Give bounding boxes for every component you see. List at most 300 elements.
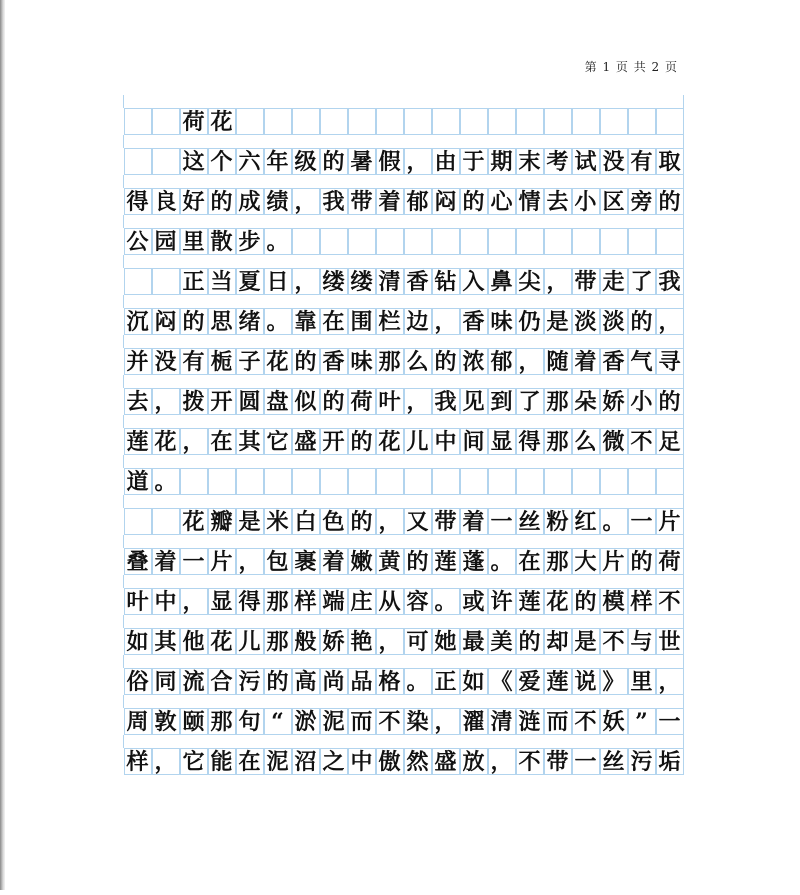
row-gap — [123, 175, 684, 188]
grid-cell: 色 — [320, 508, 348, 535]
grid-cell: 又 — [404, 508, 432, 535]
grid-cell: 那 — [544, 428, 572, 455]
grid-cell — [628, 108, 656, 135]
grid-cell: 带 — [572, 268, 600, 295]
grid-cell: 那 — [544, 388, 572, 415]
grid-cell: 莲 — [544, 668, 572, 695]
grid-cell: 花 — [180, 508, 208, 535]
grid-cell — [152, 148, 180, 175]
grid-cell — [544, 468, 572, 495]
grid-cell: 道 — [124, 468, 152, 495]
grid-cell: 花 — [208, 628, 236, 655]
grid-cell — [516, 468, 544, 495]
grid-cell: 我 — [320, 188, 348, 215]
grid-cell: 良 — [152, 188, 180, 215]
grid-cell: 污 — [236, 668, 264, 695]
grid-cell: 的 — [180, 308, 208, 335]
grid-cell: 不 — [572, 708, 600, 735]
grid-cell: 不 — [516, 748, 544, 775]
grid-cell: 栀 — [208, 348, 236, 375]
grid-cell: 中 — [152, 588, 180, 615]
grid-cell — [432, 108, 460, 135]
grid-cell: 娇 — [320, 628, 348, 655]
grid-cell: 带 — [348, 188, 376, 215]
grid-cell: ， — [180, 588, 208, 615]
grid-cell: 了 — [516, 388, 544, 415]
grid-cell: 他 — [180, 628, 208, 655]
grid-cell: 走 — [600, 268, 628, 295]
grid-cell: 如 — [124, 628, 152, 655]
grid-cell: “ — [264, 708, 292, 735]
grid-cell: 的 — [348, 428, 376, 455]
grid-cell: 濯 — [460, 708, 488, 735]
grid-cell: 我 — [656, 268, 684, 295]
grid-cell: 那 — [208, 708, 236, 735]
grid-cell: 它 — [264, 428, 292, 455]
grid-cell: 那 — [264, 588, 292, 615]
grid-cell: 园 — [152, 228, 180, 255]
grid-cell: 的 — [656, 188, 684, 215]
grid-cell: 有 — [628, 148, 656, 175]
grid-cell: 包 — [264, 548, 292, 575]
grid-cell: 模 — [600, 588, 628, 615]
row-gap — [123, 575, 684, 588]
grid-cell — [376, 108, 404, 135]
row-gap — [123, 375, 684, 388]
grid-cell: ， — [292, 188, 320, 215]
grid-cell: 的 — [516, 628, 544, 655]
grid-cell: 么 — [404, 348, 432, 375]
grid-cell: 淤 — [292, 708, 320, 735]
grid-cell: 清 — [376, 268, 404, 295]
grid-cell: 大 — [572, 548, 600, 575]
grid-cell: 开 — [208, 388, 236, 415]
grid-cell: 当 — [208, 268, 236, 295]
grid-cell: 流 — [180, 668, 208, 695]
grid-cell: ” — [628, 708, 656, 735]
grid-cell: 着 — [152, 548, 180, 575]
row-gap — [123, 455, 684, 468]
grid-cell: 的 — [432, 348, 460, 375]
grid-row — [123, 415, 684, 455]
grid-cell: 世 — [656, 628, 684, 655]
grid-cell: 在 — [516, 548, 544, 575]
grid-cell: 能 — [208, 748, 236, 775]
grid-cell: 。 — [264, 308, 292, 335]
grid-cell: 六 — [236, 148, 264, 175]
grid-cell: 粉 — [544, 508, 572, 535]
grid-cell: 如 — [460, 668, 488, 695]
grid-cell: 沉 — [124, 308, 152, 335]
grid-cell: 。 — [432, 588, 460, 615]
grid-cell: 似 — [292, 388, 320, 415]
grid-cell: 一 — [180, 548, 208, 575]
grid-row — [123, 575, 684, 615]
grid-cell — [236, 108, 264, 135]
row-gap — [123, 95, 684, 108]
grid-cell: 清 — [488, 708, 516, 735]
grid-cell: 那 — [376, 348, 404, 375]
grid-cell: 栏 — [376, 308, 404, 335]
grid-row — [123, 175, 684, 215]
grid-cell: 周 — [124, 708, 152, 735]
grid-cell: 试 — [572, 148, 600, 175]
grid-cell: 年 — [264, 148, 292, 175]
grid-cell: 日 — [264, 268, 292, 295]
grid-cell: 是 — [544, 308, 572, 335]
grid-cell: 绩 — [264, 188, 292, 215]
grid-cell: 好 — [180, 188, 208, 215]
grid-cell: 是 — [572, 628, 600, 655]
grid-cell: 盛 — [292, 428, 320, 455]
grid-cell: 这 — [180, 148, 208, 175]
grid-cell: 显 — [208, 588, 236, 615]
grid-cell: 垢 — [656, 748, 684, 775]
grid-cell: 之 — [320, 748, 348, 775]
grid-cell: 见 — [460, 388, 488, 415]
grid-cell: 盘 — [264, 388, 292, 415]
grid-cell: 里 — [180, 228, 208, 255]
grid-cell: 美 — [488, 628, 516, 655]
grid-cell: 品 — [348, 668, 376, 695]
grid-cell: 不 — [628, 428, 656, 455]
grid-cell: 里 — [628, 668, 656, 695]
grid-cell: 尖 — [516, 268, 544, 295]
grid-cell: 花 — [208, 108, 236, 135]
grid-cell: 正 — [432, 668, 460, 695]
grid-cell: 艳 — [348, 628, 376, 655]
grid-cell — [460, 108, 488, 135]
grid-cell: ， — [432, 308, 460, 335]
grid-cell: 香 — [600, 348, 628, 375]
grid-cell: 或 — [460, 588, 488, 615]
grid-cell: 我 — [432, 388, 460, 415]
grid-cell: 许 — [488, 588, 516, 615]
grid-cell: 最 — [460, 628, 488, 655]
grid-cell — [320, 108, 348, 135]
grid-cell: 。 — [600, 508, 628, 535]
grid-cell: 蓬 — [460, 548, 488, 575]
grid-cell: 那 — [544, 548, 572, 575]
grid-cell: 是 — [236, 508, 264, 535]
grid-cell — [432, 228, 460, 255]
grid-cell: 味 — [488, 308, 516, 335]
grid-cell — [208, 468, 236, 495]
grid-cell: 圆 — [236, 388, 264, 415]
grid-row — [123, 735, 684, 775]
grid-cell: 的 — [572, 588, 600, 615]
grid-cell: 与 — [628, 628, 656, 655]
grid-cell: 于 — [460, 148, 488, 175]
grid-cell: 假 — [376, 148, 404, 175]
grid-cell: 淡 — [572, 308, 600, 335]
grid-cell: 带 — [432, 508, 460, 535]
row-gap — [123, 655, 684, 668]
grid-cell — [516, 108, 544, 135]
grid-cell: 浓 — [460, 348, 488, 375]
grid-cell: 么 — [572, 428, 600, 455]
grid-cell: 荷 — [180, 108, 208, 135]
row-gap — [123, 215, 684, 228]
grid-cell: 片 — [208, 548, 236, 575]
grid-cell: 围 — [348, 308, 376, 335]
grid-cell — [600, 228, 628, 255]
grid-cell: ， — [516, 348, 544, 375]
grid-cell: 了 — [628, 268, 656, 295]
grid-cell: 情 — [516, 188, 544, 215]
grid-cell — [348, 108, 376, 135]
grid-cell: 的 — [320, 388, 348, 415]
grid-row — [123, 255, 684, 295]
grid-row — [123, 335, 684, 375]
grid-cell: 在 — [236, 748, 264, 775]
grid-cell — [488, 108, 516, 135]
grid-row — [123, 455, 684, 495]
grid-row — [123, 495, 684, 535]
grid-cell: 的 — [404, 548, 432, 575]
grid-cell: 小 — [628, 388, 656, 415]
grid-cell: 庄 — [348, 588, 376, 615]
grid-cell: 白 — [292, 508, 320, 535]
row-gap — [123, 535, 684, 548]
grid-cell: 没 — [152, 348, 180, 375]
grid-cell — [656, 228, 684, 255]
grid-cell: 级 — [292, 148, 320, 175]
grid-cell: 一 — [572, 748, 600, 775]
grid-cell: 中 — [432, 428, 460, 455]
grid-cell: 儿 — [236, 628, 264, 655]
grid-cell: ， — [292, 268, 320, 295]
row-gap — [123, 335, 684, 348]
grid-cell — [124, 268, 152, 295]
grid-cell — [572, 228, 600, 255]
grid-cell: 边 — [404, 308, 432, 335]
row-gap — [123, 695, 684, 708]
grid-cell: 花 — [152, 428, 180, 455]
grid-cell: 思 — [208, 308, 236, 335]
grid-cell: 钻 — [432, 268, 460, 295]
grid-cell: 染 — [404, 708, 432, 735]
grid-cell: 着 — [320, 548, 348, 575]
grid-cell: ， — [152, 748, 180, 775]
grid-cell: 叶 — [376, 388, 404, 415]
grid-cell: 心 — [488, 188, 516, 215]
grid-cell: 叶 — [124, 588, 152, 615]
grid-cell: 微 — [600, 428, 628, 455]
grid-cell: ， — [544, 268, 572, 295]
grid-row — [123, 215, 684, 255]
grid-cell — [600, 108, 628, 135]
grid-cell — [292, 468, 320, 495]
grid-cell — [152, 508, 180, 535]
grid-cell: 其 — [236, 428, 264, 455]
grid-cell: 在 — [320, 308, 348, 335]
row-gap — [123, 295, 684, 308]
grid-cell: 个 — [208, 148, 236, 175]
row-gap — [123, 495, 684, 508]
grid-cell: 丝 — [516, 508, 544, 535]
grid-cell: 期 — [488, 148, 516, 175]
grid-cell: 散 — [208, 228, 236, 255]
grid-cell: 着 — [460, 508, 488, 535]
grid-cell: 傲 — [376, 748, 404, 775]
grid-cell — [376, 468, 404, 495]
grid-cell: 颐 — [180, 708, 208, 735]
grid-cell: 然 — [404, 748, 432, 775]
grid-cell: 着 — [572, 348, 600, 375]
grid-cell: 爱 — [516, 668, 544, 695]
grid-cell: 区 — [600, 188, 628, 215]
grid-cell: 由 — [432, 148, 460, 175]
grid-cell: 。 — [264, 228, 292, 255]
grid-cell: 淡 — [600, 308, 628, 335]
grid-cell — [516, 228, 544, 255]
grid-cell: 样 — [124, 748, 152, 775]
grid-cell — [320, 468, 348, 495]
grid-cell: 其 — [152, 628, 180, 655]
grid-cell: 夏 — [236, 268, 264, 295]
grid-cell: 去 — [544, 188, 572, 215]
grid-cell: 取 — [656, 148, 684, 175]
grid-cell: 盛 — [432, 748, 460, 775]
grid-cell: 高 — [292, 668, 320, 695]
grid-cell: 说 — [572, 668, 600, 695]
grid-cell: ， — [376, 508, 404, 535]
grid-cell — [656, 108, 684, 135]
grid-cell: 合 — [208, 668, 236, 695]
grid-cell: 得 — [516, 428, 544, 455]
grid-cell: 随 — [544, 348, 572, 375]
grid-cell: 的 — [628, 308, 656, 335]
grid-row — [123, 375, 684, 415]
grid-cell: 的 — [348, 508, 376, 535]
grid-cell — [152, 108, 180, 135]
grid-cell — [264, 108, 292, 135]
grid-cell — [404, 228, 432, 255]
grid-cell: ， — [180, 428, 208, 455]
grid-cell: 《 — [488, 668, 516, 695]
grid-cell: 带 — [544, 748, 572, 775]
grid-cell: 敦 — [152, 708, 180, 735]
grid-cell: 嫩 — [348, 548, 376, 575]
grid-cell: 不 — [376, 708, 404, 735]
grid-row — [123, 535, 684, 575]
grid-cell — [488, 228, 516, 255]
grid-cell — [432, 468, 460, 495]
grid-cell — [124, 108, 152, 135]
grid-cell: 。 — [404, 668, 432, 695]
grid-cell: 绪 — [236, 308, 264, 335]
grid-cell — [264, 468, 292, 495]
grid-cell: 末 — [516, 148, 544, 175]
grid-cell: 成 — [236, 188, 264, 215]
grid-cell: 中 — [348, 748, 376, 775]
grid-cell: 入 — [460, 268, 488, 295]
grid-cell: 荷 — [348, 388, 376, 415]
grid-cell: 裹 — [292, 548, 320, 575]
grid-cell: 在 — [208, 428, 236, 455]
grid-cell: 莲 — [124, 428, 152, 455]
grid-cell: 着 — [376, 188, 404, 215]
grid-cell: 朵 — [572, 388, 600, 415]
grid-cell: 儿 — [404, 428, 432, 455]
grid-cell: 去 — [124, 388, 152, 415]
grid-cell: 足 — [656, 428, 684, 455]
grid-cell: 不 — [656, 588, 684, 615]
grid-cell: 的 — [320, 148, 348, 175]
grid-row — [123, 135, 684, 175]
row-gap — [123, 415, 684, 428]
grid-cell — [292, 228, 320, 255]
grid-cell: 片 — [656, 508, 684, 535]
grid-cell: 莲 — [516, 588, 544, 615]
grid-cell: 端 — [320, 588, 348, 615]
grid-cell: 香 — [404, 268, 432, 295]
grid-cell — [152, 268, 180, 295]
grid-row — [123, 655, 684, 695]
grid-cell: 样 — [628, 588, 656, 615]
grid-cell: 间 — [460, 428, 488, 455]
row-gap — [123, 255, 684, 268]
grid-cell: 缕 — [320, 268, 348, 295]
grid-cell: 香 — [460, 308, 488, 335]
grid-cell: 没 — [600, 148, 628, 175]
grid-cell — [488, 468, 516, 495]
grid-cell: 却 — [544, 628, 572, 655]
grid-cell: 。 — [152, 468, 180, 495]
grid-cell: 闷 — [432, 188, 460, 215]
grid-cell: 步 — [236, 228, 264, 255]
grid-cell: 一 — [656, 708, 684, 735]
grid-cell: 污 — [628, 748, 656, 775]
grid-cell: 而 — [348, 708, 376, 735]
grid-cell: 的 — [628, 548, 656, 575]
grid-cell — [320, 228, 348, 255]
grid-cell: 俗 — [124, 668, 152, 695]
grid-cell: 得 — [124, 188, 152, 215]
grid-cell: 她 — [432, 628, 460, 655]
grid-cell — [124, 148, 152, 175]
grid-cell: 泥 — [264, 748, 292, 775]
grid-cell — [348, 468, 376, 495]
grid-row — [123, 615, 684, 655]
grid-cell: 旁 — [628, 188, 656, 215]
grid-cell: 的 — [460, 188, 488, 215]
grid-cell: 丝 — [600, 748, 628, 775]
grid-row — [123, 695, 684, 735]
grid-cell: 小 — [572, 188, 600, 215]
row-gap — [123, 615, 684, 628]
grid-cell: ， — [488, 748, 516, 775]
grid-cell: 郁 — [488, 348, 516, 375]
row-gap — [123, 135, 684, 148]
grid-cell: 郁 — [404, 188, 432, 215]
grid-cell: 同 — [152, 668, 180, 695]
grid-cell: 的 — [292, 348, 320, 375]
grid-cell: 可 — [404, 628, 432, 655]
grid-cell: 拨 — [180, 388, 208, 415]
grid-cell: 片 — [600, 548, 628, 575]
grid-cell: 正 — [180, 268, 208, 295]
grid-cell: 莲 — [432, 548, 460, 575]
grid-cell: 味 — [348, 348, 376, 375]
viewer-left-edge — [0, 0, 5, 890]
grid-cell: 气 — [628, 348, 656, 375]
grid-cell: 尚 — [320, 668, 348, 695]
grid-cell — [628, 228, 656, 255]
grid-cell — [404, 108, 432, 135]
grid-cell: 沼 — [292, 748, 320, 775]
